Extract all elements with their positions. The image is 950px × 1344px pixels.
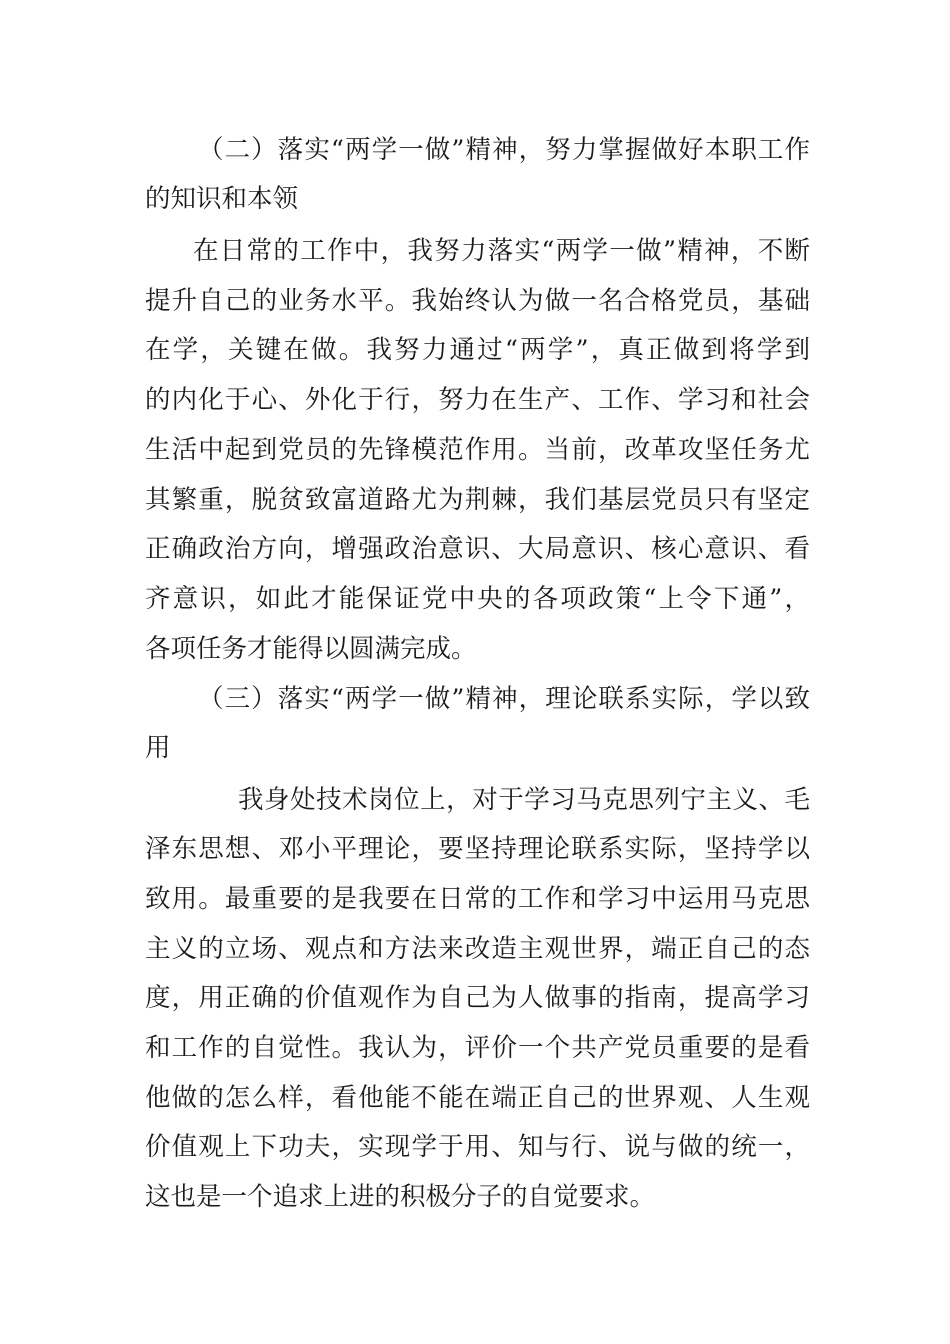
section-3-paragraph-line: 致用。最重要的是我要在日常的工作和学习中运用马克思 [145,884,810,914]
section-3-paragraph-last-line: 这也是一个追求上进的积极分子的自觉要求。 [145,1182,656,1212]
section-3-paragraph-line: 价值观上下功夫，实现学于用、知与行、说与做的统一， [145,1132,810,1162]
section-3-paragraph-line: 和工作的自觉性。我认为，评价一个共产党员重要的是看 [145,1033,810,1063]
section-2-paragraph-line: 提升自己的业务水平。我始终认为做一名合格党员，基础 [145,286,810,316]
section-2-paragraph-line: 的内化于心、外化于行，努力在生产、工作、学习和社会 [145,385,810,415]
section-2-heading: （二）落实“两学一做”精神，努力掌握做好本职工作 [198,135,810,165]
section-3-paragraph-line: 泽东思想、邓小平理论，要坚持理论联系实际，坚持学以 [145,834,810,864]
section-3-paragraph-line: 他做的怎么样，看他能不能在端正自己的世界观、人生观 [145,1083,810,1113]
section-3-paragraph-line: 主义的立场、观点和方法来改造主观世界，端正自己的态 [145,934,810,964]
section-3-heading: （三）落实“两学一做”精神，理论联系实际，学以致 [198,684,810,714]
section-2-paragraph-line: 齐意识，如此才能保证党中央的各项政策“上令下通”， [145,584,810,614]
section-3-heading-continued: 用 [145,733,171,763]
section-3-paragraph-line: 我身处技术岗位上，对于学习马克思列宁主义、毛 [238,785,810,815]
section-2-paragraph-line: 其繁重，脱贫致富道路尤为荆棘，我们基层党员只有坚定 [145,485,810,515]
section-2-paragraph-line: 生活中起到党员的先锋模范作用。当前，改革攻坚任务尤 [145,435,810,465]
section-2-paragraph-line: 正确政治方向，增强政治意识、大局意识、核心意识、看 [145,534,810,564]
section-2-paragraph-line: 在学，关键在做。我努力通过“两学”，真正做到将学到 [145,335,810,365]
section-3-paragraph-line: 度，用正确的价值观作为自己为人做事的指南，提高学习 [145,983,810,1013]
section-2-paragraph-last-line: 各项任务才能得以圆满完成。 [145,634,477,664]
section-2-paragraph-line: 在日常的工作中，我努力落实“两学一做”精神，不断 [193,236,810,266]
section-2-heading-continued: 的知识和本领 [145,184,299,214]
